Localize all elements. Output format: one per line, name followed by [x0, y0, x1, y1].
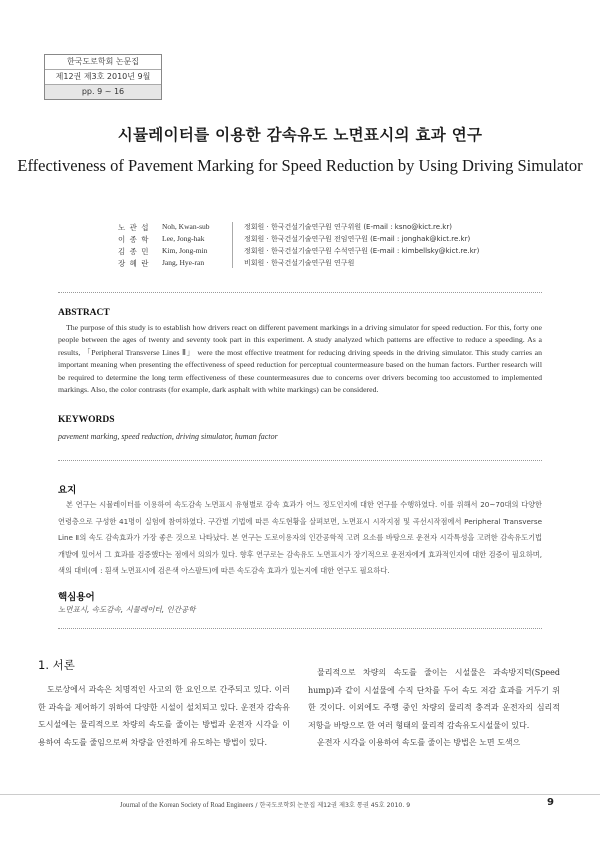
footer-rule: [0, 794, 600, 795]
paragraph: 도로상에서 과속은 치명적인 사고의 한 요인으로 간주되고 있다. 이러한 과속을 제어하기 위하여 다양한 시설이 설치되고 있다. 운전자 감속유도시설에는 물리적으로 차량의 속도를 줄이는 방법과 운전자 시각을 이용하여 속도를 줄임으로써 차량을 안전하게 유도하는 방법이 있다.: [38, 685, 290, 747]
dotted-divider: [58, 460, 542, 461]
author-name-en: Kim, Jong-min: [162, 246, 208, 255]
journal-volume: 제12권 제3호 2010년 9월: [45, 69, 161, 84]
footer-citation: [120, 800, 410, 809]
journal-name: 한국도로학회 논문집: [66, 57, 140, 66]
abstract-heading: ABSTRACT: [58, 308, 110, 318]
keywords-ko-text: 노면표시, 속도감속, 시뮬레이터, 인간공학: [58, 605, 196, 614]
author-affiliation: 비회원 · 한국건설기술연구원 연구원: [244, 259, 355, 267]
paragraph: 운전자 시각을 이용하여 속도를 줄이는 방법은 노면 도색으: [317, 738, 521, 747]
abstract-text: The purpose of this study is to establish how drivers react on different pavement markings in a driving simulator for speed reduction. For this, forty one people between the ages of twenty and seventy took part in this experiment. A study analyzed which patterns are effective to reduce a speeding. As a results, 「Peripheral Transverse Lines Ⅱ」 were the most effective treatment for reducing driving speeds in the driving simulator. This study carries an important meaning when presenting the effectiveness of speed reduction for perceptual countermeasure based on the human factors. Further research will be required to determine the long term effectiveness of these countermeasures due to concerns over drivers becoming too accustomed to implemented markings. Also, the color contrasts (for example, dark asphalt with white markings) can be considered.: [58, 323, 542, 395]
yoji-heading: 요지: [58, 485, 77, 496]
author-affiliation: 정회원 · 한국건설기술연구원 연구위원 (E-mail : ksno@kict.re.kr): [244, 223, 452, 231]
body-column-left: [38, 681, 290, 751]
yoji-text: 본 연구는 시뮬레이터를 이용하여 속도감속 노면표시 유형별로 감속 효과가 어느 정도인지에 대한 연구를 수행하였다. 이를 위해서 20~70대의 다양한 연령층으로 구성한 41명이 실험에 참여하였다. 구간별 기법에 따른 속도현황을 살펴보면, 노면표시 시작지점 및 곡선시작점에서 Peripheral Transverse Line Ⅱ의 속도 감속효과가 가장 좋은 것으로 나타났다. 본 연구는 도로이용자의 인간공학적 고려 요소를 바탕으로 운전자 시각특성을 고려한 감속유도기법 개발에 있어서 그 효과를 검증했다는 점에서 의의가 있다. 향후 연구로는 감속유도 노면표시가 장기적으로 운전자에게 효과적인지에 대한 검증이 필요하며, 색의 대비(예 : 흰색 노면표시에 검은색 아스팔트)에 따른 속도감속 효과가 있는지에 대한 연구도 필요하다.: [58, 500, 542, 576]
journal-info-box: [44, 54, 162, 100]
keywords-text: pavement marking, speed reduction, driving simulator, human factor: [58, 432, 278, 441]
page-number: 9: [547, 797, 554, 808]
author-name-en: Jang, Hye-ran: [162, 258, 205, 267]
body-column-right: [308, 664, 560, 752]
keywords-heading: KEYWORDS: [58, 415, 115, 425]
yoji-body: [58, 497, 542, 580]
abstract-body: [58, 322, 542, 396]
author-divider: [232, 222, 233, 268]
footer-journal-ko: / 한국도로학회 논문집 제12권 제3호 통권 45호 2010. 9: [253, 802, 411, 809]
author-name-ko: 이 종 학: [118, 235, 150, 244]
section-heading: 1. 서론: [38, 658, 75, 672]
footer-journal-en: Journal of the Korean Society of Road Engineers: [120, 802, 254, 809]
dotted-divider: [58, 628, 542, 629]
author-affiliation: 정회원 · 한국건설기술연구원 수석연구원 (E-mail : kimbellsky@kict.re.kr): [244, 247, 480, 255]
author-name-ko: 김 종 민: [118, 247, 150, 256]
paragraph: 물리적으로 차량의 속도를 줄이는 시설물은 과속방지턱(Speed hump)과 같이 시설물에 수직 단차를 두어 속도 저감 효과를 거두기 위한 것이다. 이외에도 주행 중인 차량의 물리적 충격과 운전자의 심리적 저항을 바탕으로 한 여러 형태의 물리적 감속유도시설물이 있다.: [308, 668, 560, 730]
keywords-ko-heading: 핵심용어: [58, 592, 95, 603]
author-affiliation: 정회원 · 한국건설기술연구원 전임연구원 (E-mail : jonghak@kict.re.kr): [244, 235, 471, 243]
dotted-divider: [58, 292, 542, 293]
author-name-en: Noh, Kwan-sub: [162, 222, 210, 231]
author-name-en: Lee, Jong-hak: [162, 234, 205, 243]
journal-pages: pp. 9 ~ 16: [45, 84, 161, 99]
author-name-ko: 노 관 섭: [118, 223, 150, 232]
title-english: Effectiveness of Pavement Marking for Speed Reduction by Using Driving Simulator: [17, 156, 583, 175]
title-korean: 시뮬레이터를 이용한 감속유도 노면표시의 효과 연구: [117, 126, 483, 144]
author-name-ko: 장 혜 란: [118, 259, 150, 268]
